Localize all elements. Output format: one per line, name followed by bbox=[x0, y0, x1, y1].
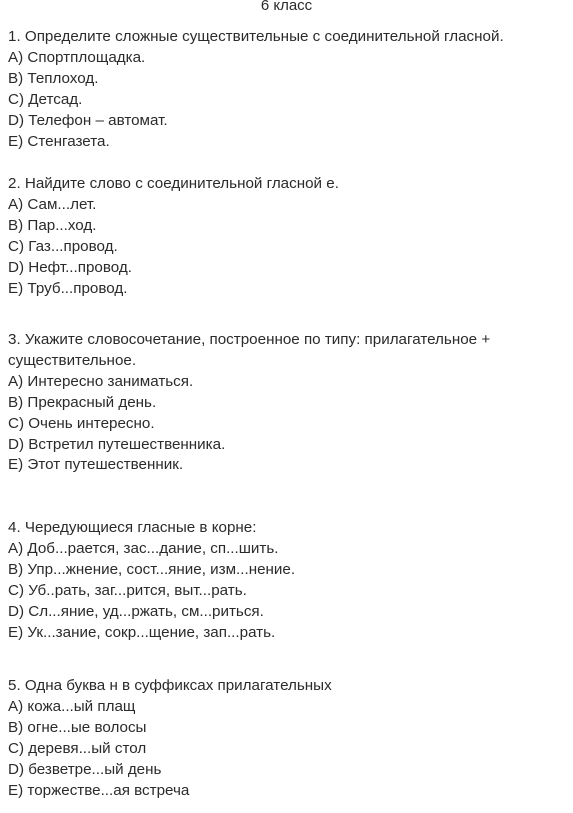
question-2-option-e: Е) Труб...провод. bbox=[8, 279, 128, 297]
question-2-option-a: А) Сам...лет. bbox=[8, 195, 97, 213]
question-5-option-a: А) кожа...ый плащ bbox=[8, 697, 136, 715]
question-3-title: 3. Укажите словосочетание, построенное по типу: прилагательное + bbox=[8, 331, 491, 348]
question-5-title: 5. Одна буква н в суффиксах прилагательных bbox=[8, 677, 332, 694]
question-4-option-c: С) Уб..рать, заг...рится, выт...рать. bbox=[8, 581, 247, 599]
question-4-option-b: В) Упр...жнение, сост...яние, изм...нение. bbox=[8, 560, 296, 578]
question-4-option-d: D) Сл...яние, уд...ржать, см...риться. bbox=[8, 602, 264, 620]
question-5 bbox=[8, 676, 568, 801]
question-4-option-e: Е) Ук...зание, сокр...щение, зап...рать. bbox=[8, 623, 276, 641]
question-5-option-c: С) деревя...ый стол bbox=[8, 739, 147, 757]
question-3-option-d: D) Встретил путешественника. bbox=[8, 435, 226, 453]
question-3-option-c: С) Очень интересно. bbox=[8, 414, 155, 432]
question-4-option-a: А) Доб...рается, зас...дание, сп...шить. bbox=[8, 539, 279, 557]
question-5-option-d: D) безветре...ый день bbox=[8, 760, 162, 778]
question-1-option-d: D) Телефон – автомат. bbox=[8, 111, 168, 129]
question-1-option-b: В) Теплоход. bbox=[8, 69, 99, 87]
question-3 bbox=[8, 330, 568, 476]
question-1-title: 1. Определите сложные существительные с соединительной гласной. bbox=[8, 28, 504, 45]
question-3-option-a: А) Интересно заниматься. bbox=[8, 372, 194, 390]
question-2-option-b: В) Пар...ход. bbox=[8, 216, 97, 234]
question-2 bbox=[8, 174, 568, 299]
question-1-option-a: А) Спортплощадка. bbox=[8, 48, 146, 66]
question-1 bbox=[8, 27, 568, 152]
question-4-title: 4. Чередующиеся гласные в корне: bbox=[8, 519, 257, 536]
question-2-title: 2. Найдите слово с соединительной гласной е. bbox=[8, 175, 339, 192]
question-1-option-c: С) Детсад. bbox=[8, 90, 83, 108]
question-2-option-c: С) Газ...провод. bbox=[8, 237, 118, 255]
question-4 bbox=[8, 518, 568, 643]
question-5-option-b: В) огне...ые волосы bbox=[8, 718, 147, 736]
grade-label: 6 класс bbox=[260, 0, 313, 14]
question-1-option-e: Е) Стенгазета. bbox=[8, 132, 110, 150]
question-5-option-e: Е) торжестве...ая встреча bbox=[8, 781, 190, 799]
question-3-option-b: В) Прекрасный день. bbox=[8, 393, 157, 411]
question-2-option-d: D) Нефт...провод. bbox=[8, 258, 132, 276]
question-3-title-continuation: существительное. bbox=[8, 351, 137, 369]
question-3-option-e: Е) Этот путешественник. bbox=[8, 456, 184, 474]
